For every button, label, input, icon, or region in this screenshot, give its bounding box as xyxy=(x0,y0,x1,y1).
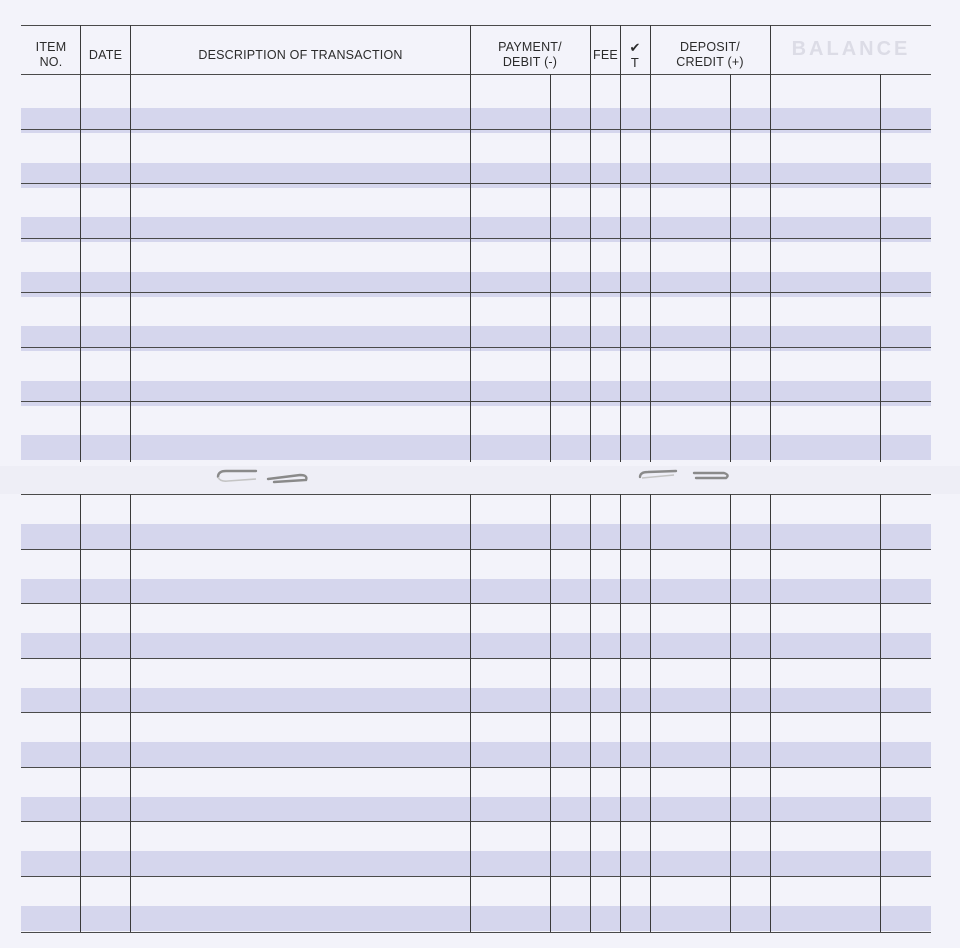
column-rule xyxy=(80,494,81,932)
column-rule xyxy=(620,494,621,932)
column-rule xyxy=(130,494,131,932)
row-band xyxy=(21,906,931,931)
row-band xyxy=(21,797,931,822)
column-rule xyxy=(590,494,591,932)
header-date: DATE xyxy=(88,48,123,62)
row-band xyxy=(21,742,931,767)
row-rule xyxy=(21,129,931,130)
row-rule xyxy=(21,549,931,550)
column-rule xyxy=(130,25,131,462)
column-rule xyxy=(590,25,591,462)
row-rule xyxy=(21,25,931,26)
column-rule xyxy=(730,74,731,462)
header-deposit-credit: DEPOSIT/ CREDIT (+) xyxy=(676,40,744,69)
row-rule xyxy=(21,767,931,768)
page-fold xyxy=(0,466,960,494)
row-rule xyxy=(21,238,931,239)
column-rule xyxy=(80,25,81,462)
header-fee: FEE xyxy=(593,48,618,62)
column-rule xyxy=(470,25,471,462)
row-rule xyxy=(21,658,931,659)
row-band xyxy=(21,579,931,604)
header-description: DESCRIPTION OF TRANSACTION xyxy=(198,48,403,62)
row-rule xyxy=(21,932,931,933)
column-rule xyxy=(880,74,881,462)
header-balance: BALANCE xyxy=(791,38,911,60)
row-band xyxy=(21,688,931,713)
row-rule xyxy=(21,712,931,713)
row-rule xyxy=(21,183,931,184)
column-rule xyxy=(550,494,551,932)
header-check-t: ✔ T xyxy=(629,40,641,70)
column-rule xyxy=(770,25,771,462)
column-rule xyxy=(650,494,651,932)
row-rule xyxy=(21,876,931,877)
row-rule xyxy=(21,494,931,495)
column-rule xyxy=(550,74,551,462)
column-rule xyxy=(470,494,471,932)
row-rule xyxy=(21,347,931,348)
column-rule xyxy=(770,494,771,932)
column-rule xyxy=(620,25,621,462)
row-band xyxy=(21,851,931,876)
staple-icon xyxy=(214,466,314,490)
column-rule xyxy=(650,25,651,462)
row-rule xyxy=(21,401,931,402)
row-band xyxy=(21,435,931,460)
header-payment-debit: PAYMENT/ DEBIT (-) xyxy=(498,40,562,69)
row-rule xyxy=(21,821,931,822)
column-rule xyxy=(730,494,731,932)
staple-icon xyxy=(636,464,736,488)
row-band xyxy=(21,524,931,549)
row-rule xyxy=(21,603,931,604)
row-band xyxy=(21,633,931,658)
row-rule xyxy=(21,292,931,293)
row-rule xyxy=(21,74,931,75)
header-item-no: ITEM NO. xyxy=(35,40,67,69)
column-rule xyxy=(880,494,881,932)
